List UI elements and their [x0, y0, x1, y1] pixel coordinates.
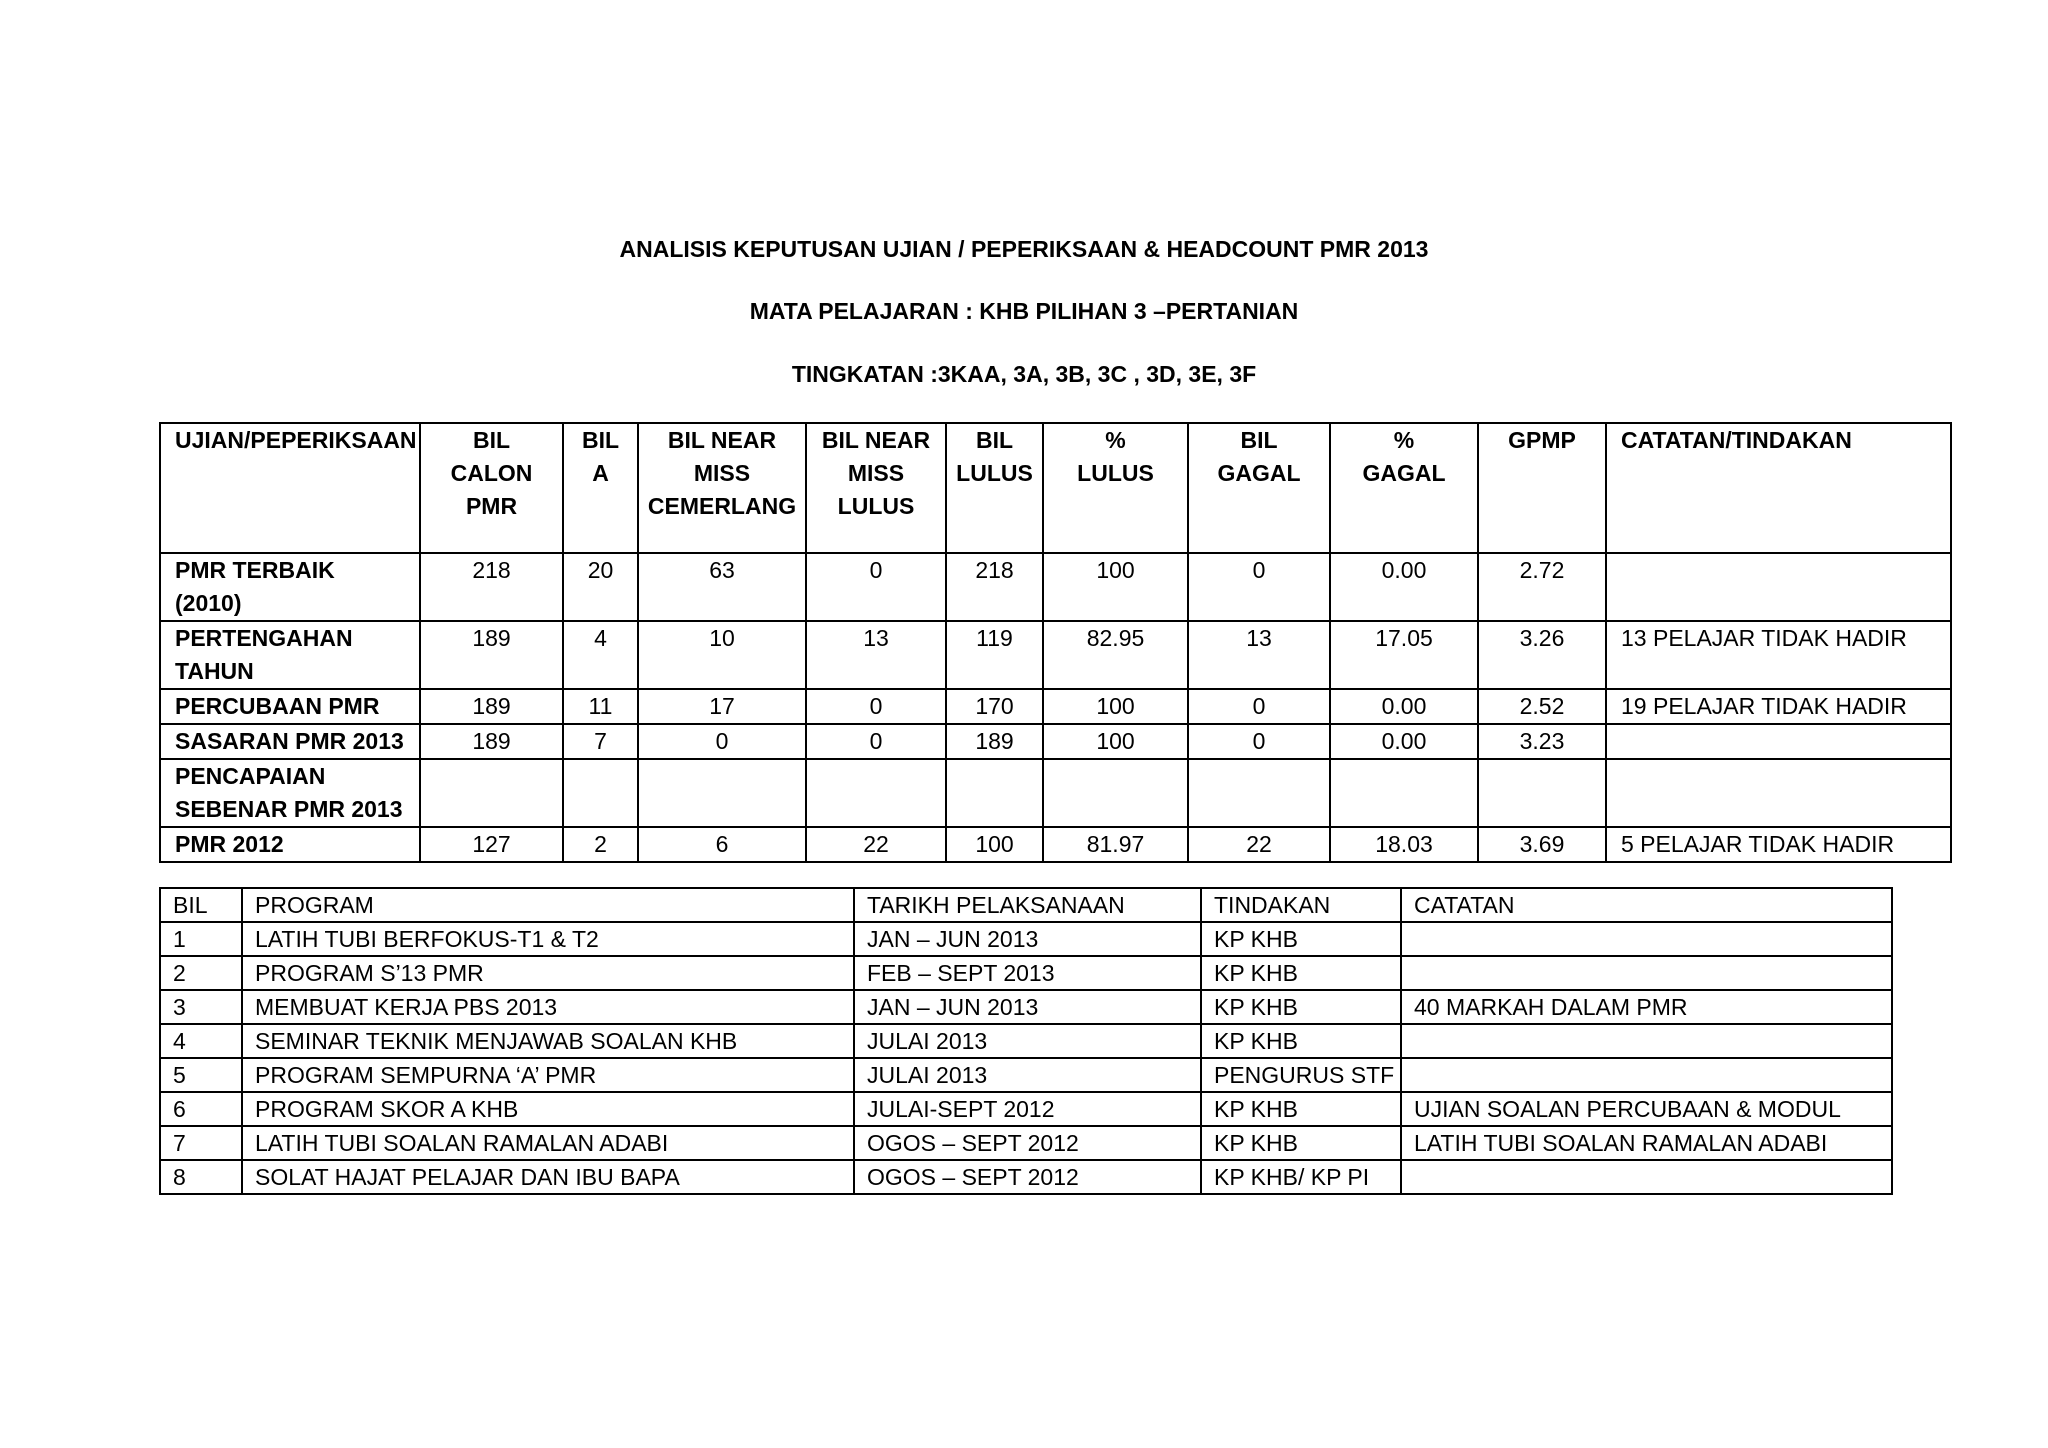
results-column-header: [1043, 423, 1188, 553]
program-cell: PROGRAM S’13 PMR: [242, 956, 854, 990]
value-cell: 218: [946, 553, 1043, 621]
program-cell: SOLAT HAJAT PELAJAR DAN IBU BAPA: [242, 1160, 854, 1194]
program-row: [160, 1058, 1892, 1092]
program-cell: OGOS – SEPT 2012: [854, 1126, 1201, 1160]
program-cell: KP KHB: [1201, 956, 1401, 990]
program-cell: [1401, 922, 1892, 956]
program-column-header: CATATAN: [1401, 888, 1892, 922]
results-row: [160, 553, 1951, 621]
note-cell: 13 PELAJAR TIDAK HADIR: [1606, 621, 1951, 689]
program-row: [160, 990, 1892, 1024]
program-cell: FEB – SEPT 2013: [854, 956, 1201, 990]
value-cell: 0: [806, 553, 946, 621]
value-cell: 0: [1188, 553, 1330, 621]
program-row: [160, 1092, 1892, 1126]
program-cell: [1401, 1058, 1892, 1092]
value-cell: 2: [563, 827, 638, 862]
program-cell: [1401, 1160, 1892, 1194]
level-line: TINGKATAN :3KAA, 3A, 3B, 3C , 3D, 3E, 3F: [791, 361, 1257, 387]
program-cell: KP KHB/ KP PI: [1201, 1160, 1401, 1194]
header-text-line: A: [592, 460, 609, 486]
header-text-line: BIL: [472, 427, 511, 453]
program-row: [160, 1126, 1892, 1160]
value-cell: 6: [638, 827, 806, 862]
results-column-header: [563, 423, 638, 553]
value-cell: [1478, 759, 1606, 827]
value-cell: 20: [563, 553, 638, 621]
results-header-row: [160, 423, 1951, 553]
program-cell: 3: [160, 990, 242, 1024]
value-cell: 18.03: [1330, 827, 1478, 862]
value-cell: 3.23: [1478, 724, 1606, 759]
value-cell: 17: [638, 689, 806, 724]
value-cell: 2.52: [1478, 689, 1606, 724]
value-cell: 170: [946, 689, 1043, 724]
value-cell: 3.69: [1478, 827, 1606, 862]
program-cell: LATIH TUBI SOALAN RAMALAN ADABI: [242, 1126, 854, 1160]
header-text-line: BIL NEAR: [667, 427, 777, 453]
value-cell: 100: [1043, 689, 1188, 724]
value-cell: [1043, 759, 1188, 827]
results-column-header: [1188, 423, 1330, 553]
program-cell: 5: [160, 1058, 242, 1092]
program-cell: 1: [160, 922, 242, 956]
value-cell: 189: [420, 621, 563, 689]
program-cell: KP KHB: [1201, 1092, 1401, 1126]
note-cell: 19 PELAJAR TIDAK HADIR: [1606, 689, 1951, 724]
value-cell: [1188, 759, 1330, 827]
value-cell: 13: [806, 621, 946, 689]
header-text-line: LULUS: [837, 493, 915, 519]
value-cell: [946, 759, 1043, 827]
program-column-header: TINDAKAN: [1201, 888, 1401, 922]
value-cell: 22: [806, 827, 946, 862]
program-cell: KP KHB: [1201, 990, 1401, 1024]
exam-name-cell: PERTENGAHAN TAHUN: [160, 621, 420, 689]
header-text-line: UJIAN/PEPERIKSAAN: [175, 427, 417, 453]
value-cell: 189: [420, 724, 563, 759]
program-cell: 2: [160, 956, 242, 990]
value-cell: 82.95: [1043, 621, 1188, 689]
results-column-header: [946, 423, 1043, 553]
results-row: [160, 827, 1951, 862]
value-cell: 7: [563, 724, 638, 759]
subject-line: MATA PELAJARAN : KHB PILIHAN 3 –PERTANIAN: [749, 298, 1299, 324]
header-text-line: MISS: [693, 460, 751, 486]
program-cell: KP KHB: [1201, 1024, 1401, 1058]
value-cell: 10: [638, 621, 806, 689]
value-cell: 100: [1043, 553, 1188, 621]
exam-name-cell: PMR 2012: [160, 827, 420, 862]
header-text-line: BIL NEAR: [821, 427, 931, 453]
program-cell: JAN – JUN 2013: [854, 990, 1201, 1024]
header-text-line: %: [1105, 427, 1126, 453]
value-cell: 2.72: [1478, 553, 1606, 621]
program-cell: JULAI 2013: [854, 1024, 1201, 1058]
program-cell: KP KHB: [1201, 922, 1401, 956]
program-column-header: BIL: [160, 888, 242, 922]
value-cell: 4: [563, 621, 638, 689]
exam-name-cell: PERCUBAAN PMR: [160, 689, 420, 724]
results-table: [159, 422, 1952, 863]
results-column-header: [638, 423, 806, 553]
document-title: ANALISIS KEPUTUSAN UJIAN / PEPERIKSAAN & HEADCOUNT PMR 2013: [619, 236, 1429, 262]
program-cell: UJIAN SOALAN PERCUBAAN & MODUL: [1401, 1092, 1892, 1126]
header-text-line: CEMERLANG: [647, 493, 797, 519]
results-column-header: [806, 423, 946, 553]
program-cell: [1401, 1024, 1892, 1058]
exam-name-cell: PENCAPAIAN SEBENAR PMR 2013: [160, 759, 420, 827]
header-text-line: MISS: [847, 460, 905, 486]
exam-name-cell: SASARAN PMR 2013: [160, 724, 420, 759]
results-row: [160, 759, 1951, 827]
program-column-header: TARIKH PELAKSANAAN: [854, 888, 1201, 922]
value-cell: 100: [946, 827, 1043, 862]
program-cell: KP KHB: [1201, 1126, 1401, 1160]
value-cell: 17.05: [1330, 621, 1478, 689]
note-cell: [1606, 724, 1951, 759]
program-row: [160, 956, 1892, 990]
program-cell: 6: [160, 1092, 242, 1126]
program-cell: MEMBUAT KERJA PBS 2013: [242, 990, 854, 1024]
note-cell: [1606, 759, 1951, 827]
value-cell: 81.97: [1043, 827, 1188, 862]
value-cell: 127: [420, 827, 563, 862]
value-cell: 0: [806, 724, 946, 759]
header-text-line: LULUS: [1077, 460, 1154, 486]
results-row: [160, 689, 1951, 724]
program-header-row: [160, 888, 1892, 922]
program-cell: JULAI 2013: [854, 1058, 1201, 1092]
value-cell: 100: [1043, 724, 1188, 759]
program-cell: SEMINAR TEKNIK MENJAWAB SOALAN KHB: [242, 1024, 854, 1058]
value-cell: 0: [1188, 724, 1330, 759]
program-cell: LATIH TUBI SOALAN RAMALAN ADABI: [1401, 1126, 1892, 1160]
program-cell: 7: [160, 1126, 242, 1160]
program-cell: 8: [160, 1160, 242, 1194]
value-cell: 0: [806, 689, 946, 724]
results-column-header: [420, 423, 563, 553]
header-text-line: BIL: [975, 427, 1014, 453]
value-cell: 22: [1188, 827, 1330, 862]
program-cell: JAN – JUN 2013: [854, 922, 1201, 956]
exam-name-cell: PMR TERBAIK (2010): [160, 553, 420, 621]
note-cell: [1606, 553, 1951, 621]
header-text-line: GPMP: [1508, 427, 1576, 453]
header-text-line: CALON: [450, 460, 533, 486]
header-text-line: GAGAL: [1217, 460, 1301, 486]
program-cell: 4: [160, 1024, 242, 1058]
value-cell: 0.00: [1330, 724, 1478, 759]
program-table: [159, 887, 1893, 1195]
header-text-line: GAGAL: [1362, 460, 1446, 486]
value-cell: 218: [420, 553, 563, 621]
header-text-line: BIL: [1240, 427, 1278, 453]
program-cell: OGOS – SEPT 2012: [854, 1160, 1201, 1194]
value-cell: 189: [420, 689, 563, 724]
value-cell: 119: [946, 621, 1043, 689]
results-row: [160, 724, 1951, 759]
program-row: [160, 1024, 1892, 1058]
program-cell: LATIH TUBI BERFOKUS-T1 & T2: [242, 922, 854, 956]
value-cell: [806, 759, 946, 827]
value-cell: 0.00: [1330, 689, 1478, 724]
program-cell: PROGRAM SKOR A KHB: [242, 1092, 854, 1126]
value-cell: 13: [1188, 621, 1330, 689]
value-cell: [1330, 759, 1478, 827]
value-cell: [563, 759, 638, 827]
value-cell: [638, 759, 806, 827]
program-column-header: PROGRAM: [242, 888, 854, 922]
program-row: [160, 922, 1892, 956]
value-cell: [420, 759, 563, 827]
value-cell: 0: [1188, 689, 1330, 724]
results-column-header: [1478, 423, 1606, 553]
program-cell: PENGURUS STF: [1201, 1058, 1401, 1092]
header-text-line: BIL: [581, 427, 620, 453]
program-cell: JULAI-SEPT 2012: [854, 1092, 1201, 1126]
results-column-header: [160, 423, 420, 553]
value-cell: 3.26: [1478, 621, 1606, 689]
results-column-header: [1330, 423, 1478, 553]
header-text-line: CATATAN/TINDAKAN: [1621, 427, 1852, 453]
value-cell: 63: [638, 553, 806, 621]
note-cell: 5 PELAJAR TIDAK HADIR: [1606, 827, 1951, 862]
results-row: [160, 621, 1951, 689]
value-cell: 0: [638, 724, 806, 759]
value-cell: 189: [946, 724, 1043, 759]
results-column-header: [1606, 423, 1951, 553]
program-cell: [1401, 956, 1892, 990]
program-cell: 40 MARKAH DALAM PMR: [1401, 990, 1892, 1024]
program-cell: PROGRAM SEMPURNA ‘A’ PMR: [242, 1058, 854, 1092]
header-text-line: PMR: [465, 493, 518, 519]
value-cell: 11: [563, 689, 638, 724]
program-row: [160, 1160, 1892, 1194]
header-text-line: LULUS: [956, 460, 1033, 486]
value-cell: 0.00: [1330, 553, 1478, 621]
header-text-line: %: [1393, 427, 1415, 453]
